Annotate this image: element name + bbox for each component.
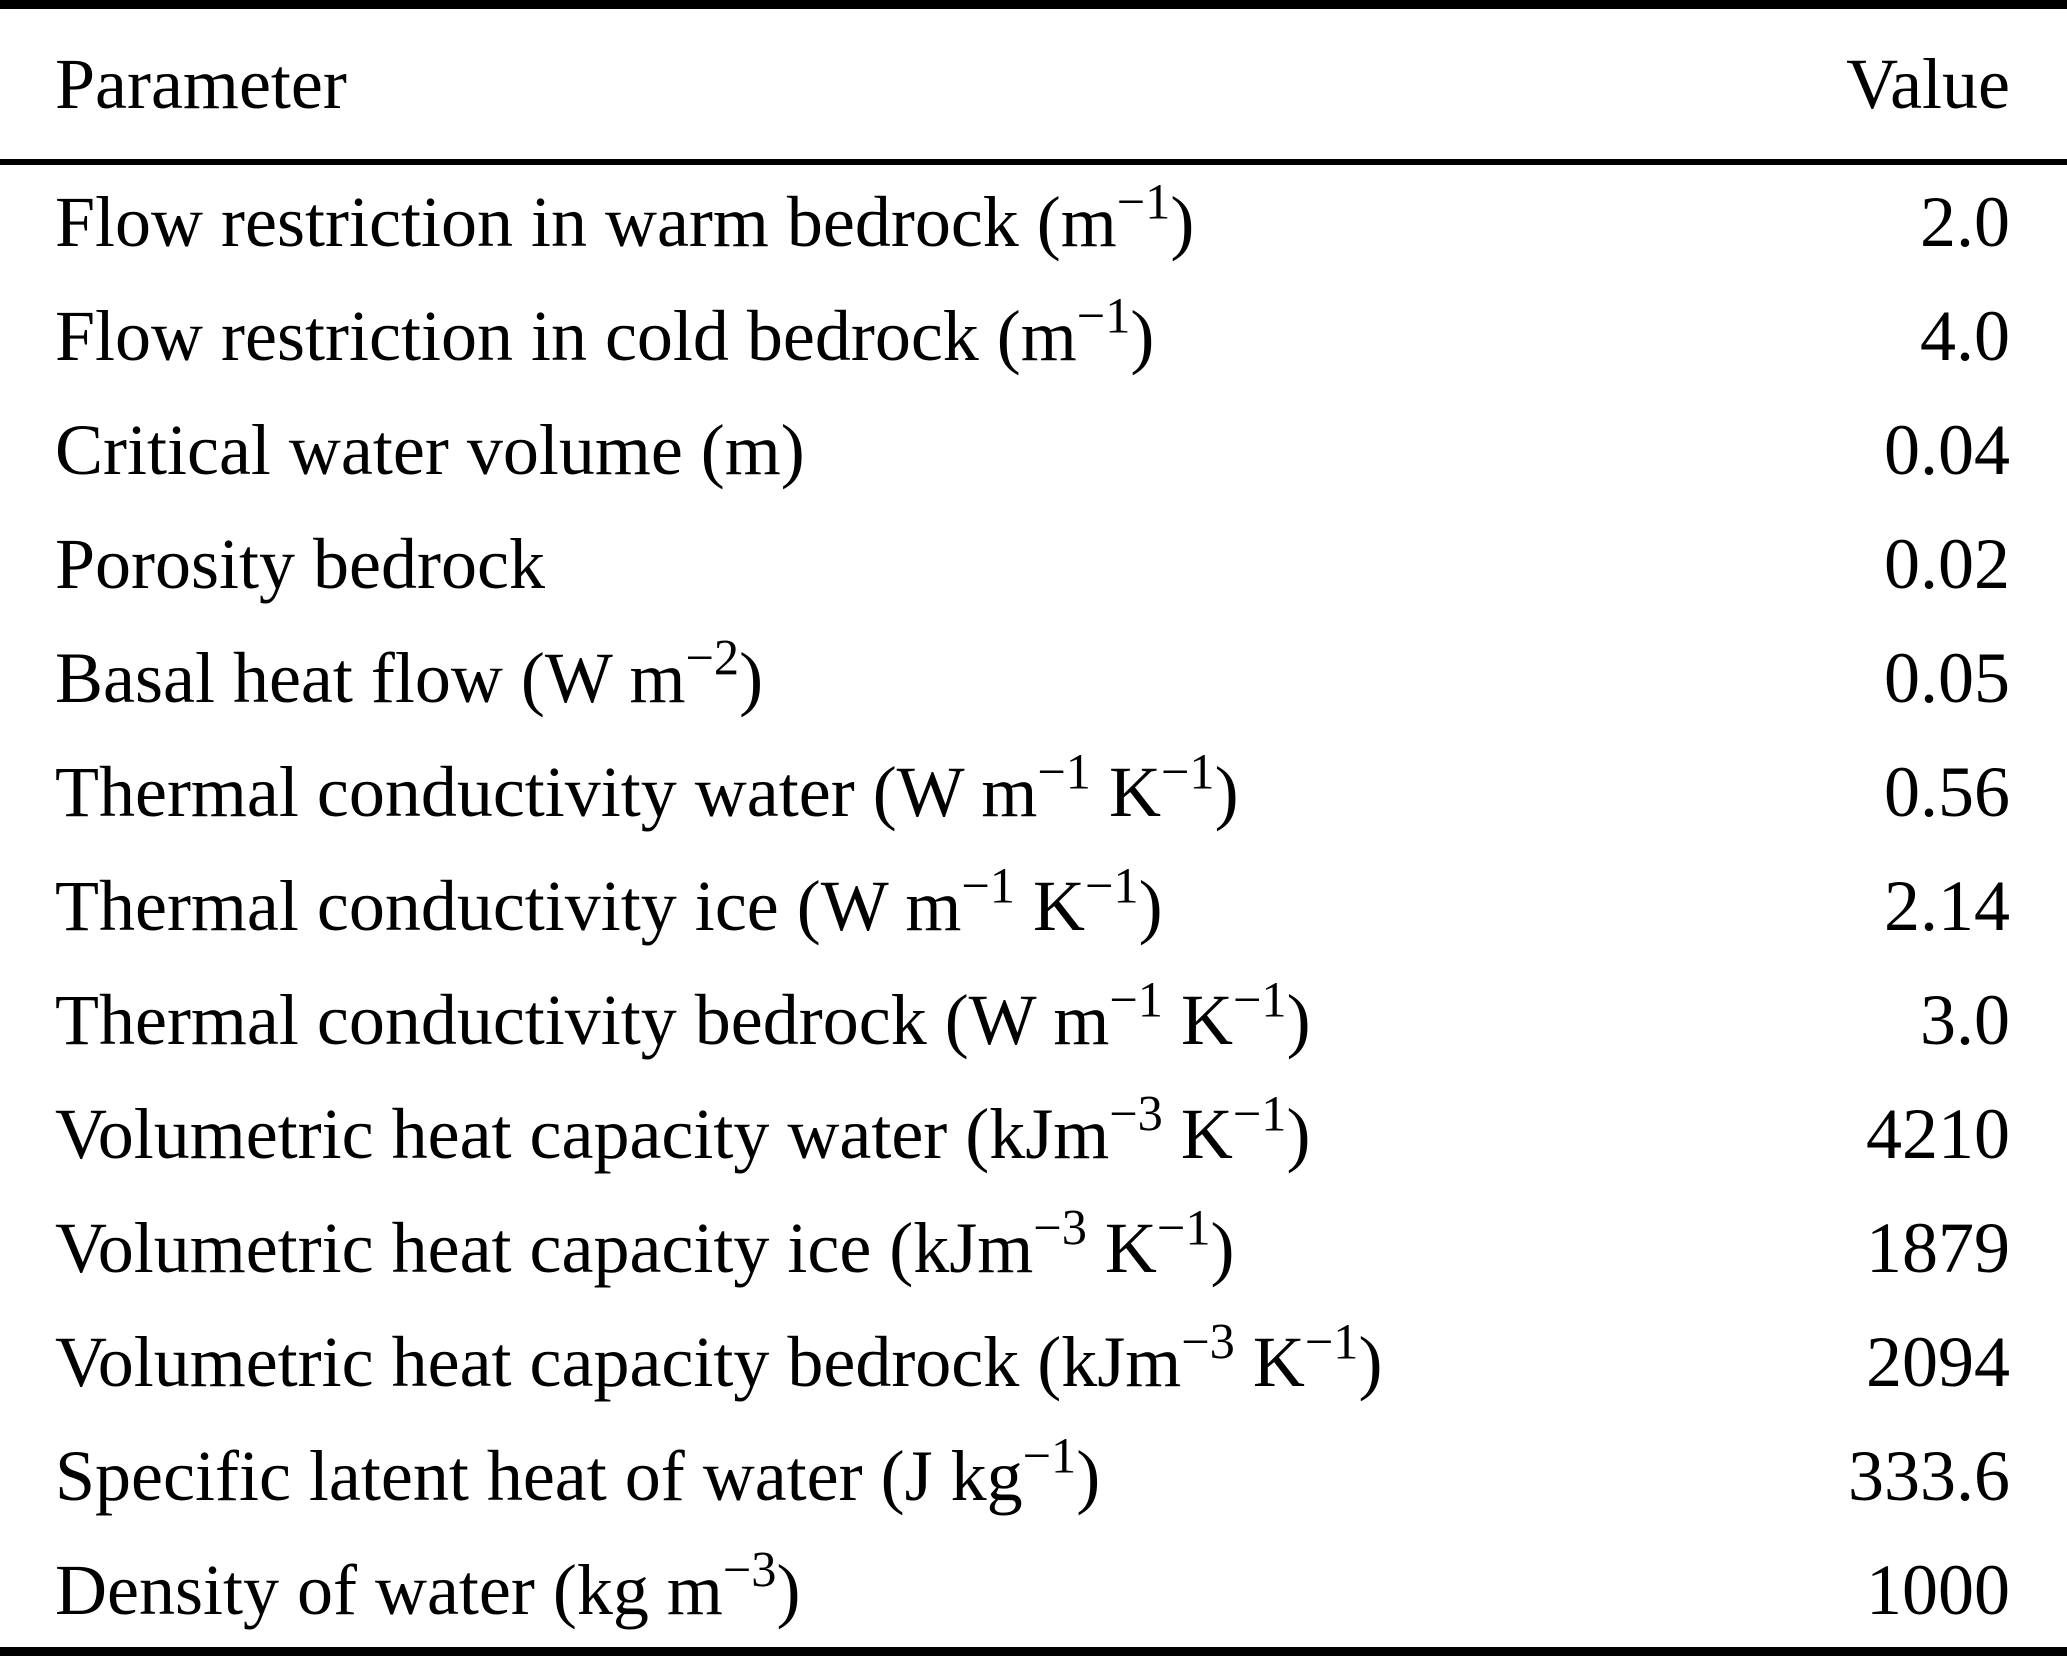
param-value: 3.0 [1920, 979, 2010, 1060]
param-cell [0, 963, 1782, 1077]
table-row [0, 507, 2067, 621]
param-label: Basal heat flow (W $m^{-2}$) [55, 628, 764, 718]
param-cell [0, 735, 1782, 849]
table-row [0, 393, 2067, 507]
table-row [0, 279, 2067, 393]
unit-superscript: −1 [1116, 172, 1171, 229]
value-cell [1782, 507, 2067, 621]
table-body [0, 162, 2067, 1652]
table-row [0, 963, 2067, 1077]
unit-superscript: −1 [1232, 1084, 1287, 1141]
param-value: 0.05 [1884, 637, 2010, 718]
unit-superscript: −1 [1022, 1426, 1077, 1483]
param-label: Thermal conductivity ice (W $m^{-1}$ $K^{-1}$) [55, 856, 1163, 946]
param-label: Flow restriction in cold bedrock $(m^{-1})$ [55, 286, 1155, 376]
param-cell [0, 1191, 1782, 1305]
value-cell [1782, 1077, 2067, 1191]
value-cell [1782, 1305, 2067, 1419]
param-value: 333.6 [1848, 1435, 2010, 1516]
unit-superscript: −1 [1156, 1198, 1211, 1255]
table-row [0, 1191, 2067, 1305]
table-row [0, 1533, 2067, 1652]
unit-superscript: −1 [1076, 286, 1131, 343]
param-cell [0, 507, 1782, 621]
table-row [0, 1305, 2067, 1419]
param-value: 0.02 [1884, 523, 2010, 604]
value-cell [1782, 849, 2067, 963]
param-value: 1000 [1866, 1549, 2010, 1630]
table-row [0, 735, 2067, 849]
param-cell [0, 1533, 1782, 1652]
table-row [0, 621, 2067, 735]
unit-superscript: −1 [1304, 1312, 1359, 1369]
param-label: Density of water (kg $m^{-3}$) [55, 1540, 801, 1630]
value-cell [1782, 279, 2067, 393]
param-label: Volumetric heat capacity water (kJm$^{-3}$ $K^{-1}$) [55, 1084, 1311, 1174]
column-header-parameter: Parameter [0, 5, 1782, 163]
param-label: Volumetric heat capacity ice (kJm$^{-3}$ $K^{-1}$) [55, 1198, 1235, 1288]
param-cell [0, 393, 1782, 507]
table-row [0, 1419, 2067, 1533]
param-cell [0, 849, 1782, 963]
unit-superscript: −1 [1037, 742, 1091, 799]
unit-superscript: −3 [1109, 1084, 1163, 1141]
unit-superscript: −2 [685, 628, 740, 685]
table-row [0, 1077, 2067, 1191]
param-label: Critical water volume (m) [55, 409, 805, 490]
param-value: 0.56 [1884, 751, 2010, 832]
header-row [0, 5, 2067, 163]
value-cell [1782, 162, 2067, 279]
param-value: 2.0 [1920, 181, 2010, 262]
value-cell [1782, 621, 2067, 735]
unit-superscript: −1 [1109, 970, 1163, 1027]
param-label: Specific latent heat of water (J $kg^{-1}$) [55, 1426, 1101, 1516]
unit-superscript: −1 [1232, 970, 1287, 1027]
table-row [0, 162, 2067, 279]
param-cell [0, 279, 1782, 393]
value-cell [1782, 1533, 2067, 1652]
param-label: Volumetric heat capacity bedrock (kJm$^{-3}$ $K^{-1}$) [55, 1312, 1383, 1402]
param-value: 2.14 [1884, 865, 2010, 946]
param-cell [0, 1305, 1782, 1419]
param-label: Thermal conductivity water (W $m^{-1}$ $K^{-1}$) [55, 742, 1239, 832]
value-cell [1782, 393, 2067, 507]
param-cell [0, 1419, 1782, 1533]
param-value: 4.0 [1920, 295, 2010, 376]
param-value: 4210 [1866, 1093, 2010, 1174]
table-header [0, 5, 2067, 163]
param-label: Porosity bedrock [55, 523, 545, 604]
param-label: Flow restriction in warm bedrock $(m^{-1})$ [55, 172, 1195, 262]
param-cell [0, 621, 1782, 735]
unit-superscript: −1 [961, 856, 1015, 913]
value-cell [1782, 1191, 2067, 1305]
param-value: 1879 [1866, 1207, 2010, 1288]
param-cell [0, 162, 1782, 279]
param-label: Thermal conductivity bedrock (W $m^{-1}$ $K^{-1}$) [55, 970, 1311, 1060]
unit-superscript: −3 [1033, 1198, 1087, 1255]
column-header-value: Value [1782, 5, 2067, 163]
table-row [0, 849, 2067, 963]
param-cell [0, 1077, 1782, 1191]
unit-superscript: −1 [1085, 856, 1139, 913]
value-cell [1782, 735, 2067, 849]
param-value: 0.04 [1884, 409, 2010, 490]
unit-superscript: −3 [722, 1540, 777, 1597]
value-cell [1782, 963, 2067, 1077]
unit-superscript: −3 [1181, 1312, 1235, 1369]
unit-superscript: −1 [1160, 742, 1215, 799]
value-cell [1782, 1419, 2067, 1533]
param-value: 2094 [1866, 1321, 2010, 1402]
